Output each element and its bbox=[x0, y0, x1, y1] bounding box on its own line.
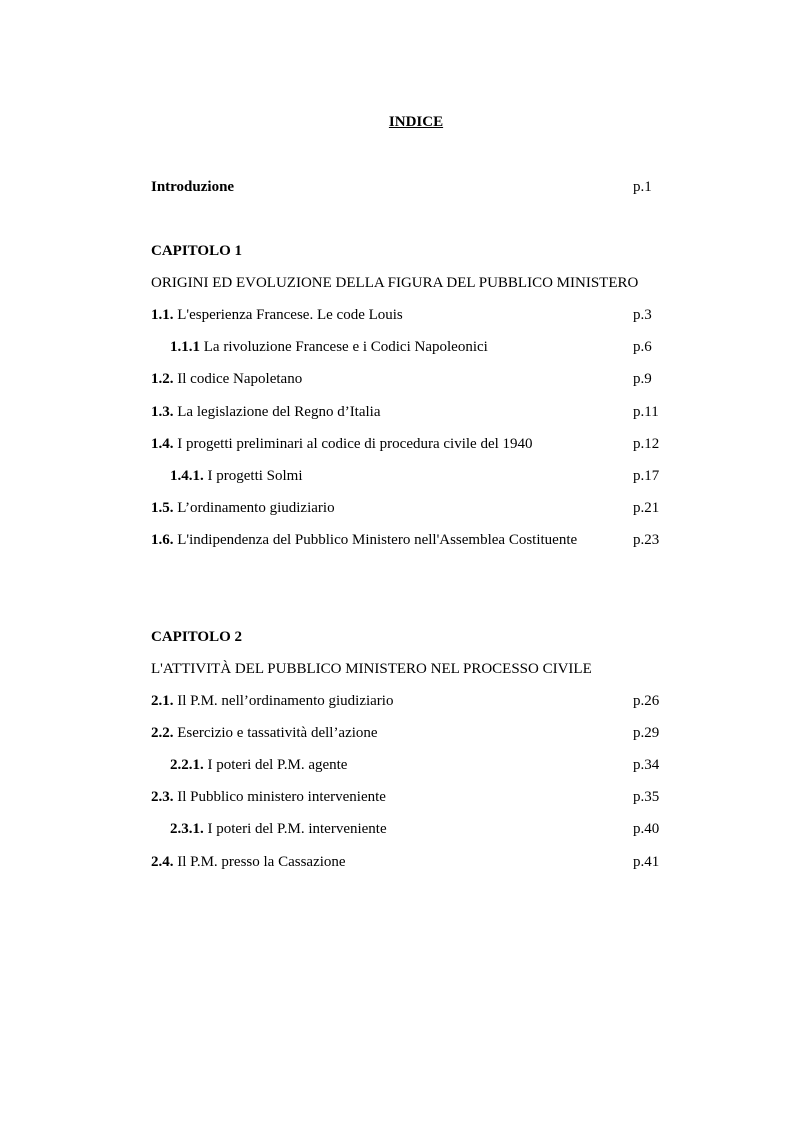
toc-entry-page: p.23 bbox=[633, 532, 660, 548]
toc-entry-number: 2.3. bbox=[151, 789, 174, 805]
toc-entry-text: La rivoluzione Francese e i Codici Napoleonici bbox=[203, 339, 488, 355]
toc-entry-page: p.41 bbox=[633, 854, 660, 870]
toc-entry-page: p.21 bbox=[633, 500, 660, 516]
toc-entry-text: I progetti preliminari al codice di procedura civile del 1940 bbox=[177, 436, 533, 452]
toc-entry bbox=[151, 369, 711, 389]
toc-entry bbox=[151, 402, 711, 422]
toc-entry-number: 2.1. bbox=[151, 693, 174, 709]
toc-entry-page: p.35 bbox=[633, 789, 660, 805]
toc-entry-text: Il P.M. nell’ordinamento giudiziario bbox=[177, 693, 394, 709]
chapter-subtitle-label: ORIGINI ED EVOLUZIONE DELLA FIGURA DEL PUBBLICO MINISTERO bbox=[151, 275, 639, 291]
toc-entry-text: Il Pubblico ministero interveniente bbox=[177, 789, 386, 805]
toc-entry-text: I poteri del P.M. interveniente bbox=[207, 821, 387, 837]
toc-entry-number: 1.1.1 bbox=[170, 339, 200, 355]
chapter-subtitle bbox=[151, 273, 751, 293]
toc-entry-number: 2.3.1. bbox=[170, 821, 204, 837]
chapter-heading bbox=[151, 627, 711, 647]
toc-entry bbox=[151, 691, 711, 711]
toc-entry bbox=[151, 305, 711, 325]
toc-entry bbox=[151, 787, 711, 807]
toc-entry bbox=[151, 337, 711, 357]
toc-entry-page: p.11 bbox=[633, 404, 659, 420]
toc-entry-label: Introduzione bbox=[151, 179, 235, 195]
chapter-subtitle-label: L'ATTIVITÀ DEL PUBBLICO MINISTERO NEL PROCESSO CIVILE bbox=[151, 661, 592, 677]
toc-entry-text: La legislazione del Regno d’Italia bbox=[177, 404, 381, 420]
toc-entry-number: 1.4. bbox=[151, 436, 174, 452]
page-title: INDICE bbox=[388, 114, 444, 130]
toc-entry-number: 1.3. bbox=[151, 404, 174, 420]
toc-entry-page: p.12 bbox=[633, 436, 660, 452]
toc-entry-page: p.40 bbox=[633, 821, 660, 837]
toc-entry-text: L'indipendenza del Pubblico Ministero nell'Assemblea Costituente bbox=[177, 532, 578, 548]
toc-entry-page: p.6 bbox=[633, 339, 652, 355]
toc-entry-page: p.26 bbox=[633, 693, 660, 709]
toc-entry bbox=[151, 819, 711, 839]
toc-entry-number: 1.5. bbox=[151, 500, 174, 516]
toc-entry-text: Il codice Napoletano bbox=[177, 371, 303, 387]
toc-entry bbox=[151, 723, 711, 743]
toc-entry-number: 1.6. bbox=[151, 532, 174, 548]
toc-entry-page: p.34 bbox=[633, 757, 660, 773]
toc-entry-page: p.9 bbox=[633, 371, 652, 387]
toc-entry-text: Il P.M. presso la Cassazione bbox=[177, 854, 346, 870]
toc-entry-number: 1.4.1. bbox=[170, 468, 204, 484]
toc-entry-page: p.1 bbox=[633, 179, 652, 195]
toc-entry-text: I poteri del P.M. agente bbox=[207, 757, 348, 773]
toc-entry-page: p.17 bbox=[633, 468, 660, 484]
toc-entry-page: p.3 bbox=[633, 307, 652, 323]
toc-entry-intro bbox=[151, 177, 711, 197]
toc-entry-number: 1.2. bbox=[151, 371, 174, 387]
toc-entry-number: 2.2. bbox=[151, 725, 174, 741]
toc-entry-page: p.29 bbox=[633, 725, 660, 741]
toc-entry-number: 2.2.1. bbox=[170, 757, 204, 773]
toc-entry-number: 2.4. bbox=[151, 854, 174, 870]
toc-entry bbox=[151, 530, 711, 550]
toc-entry bbox=[151, 434, 711, 454]
toc-entry bbox=[151, 755, 711, 775]
toc-entry-number: 1.1. bbox=[151, 307, 174, 323]
toc-entry-text: Esercizio e tassatività dell’azione bbox=[177, 725, 378, 741]
chapter-heading-label: CAPITOLO 2 bbox=[151, 629, 242, 645]
toc-entry-text: L’ordinamento giudiziario bbox=[177, 500, 335, 516]
chapter-subtitle bbox=[151, 659, 751, 679]
chapter-heading bbox=[151, 241, 711, 261]
toc-entry-text: L'esperienza Francese. Le code Louis bbox=[177, 307, 403, 323]
toc-entry bbox=[151, 466, 711, 486]
toc-entry bbox=[151, 852, 711, 872]
toc-entry bbox=[151, 498, 711, 518]
toc-entry-text: I progetti Solmi bbox=[207, 468, 303, 484]
chapter-heading-label: CAPITOLO 1 bbox=[151, 243, 242, 259]
